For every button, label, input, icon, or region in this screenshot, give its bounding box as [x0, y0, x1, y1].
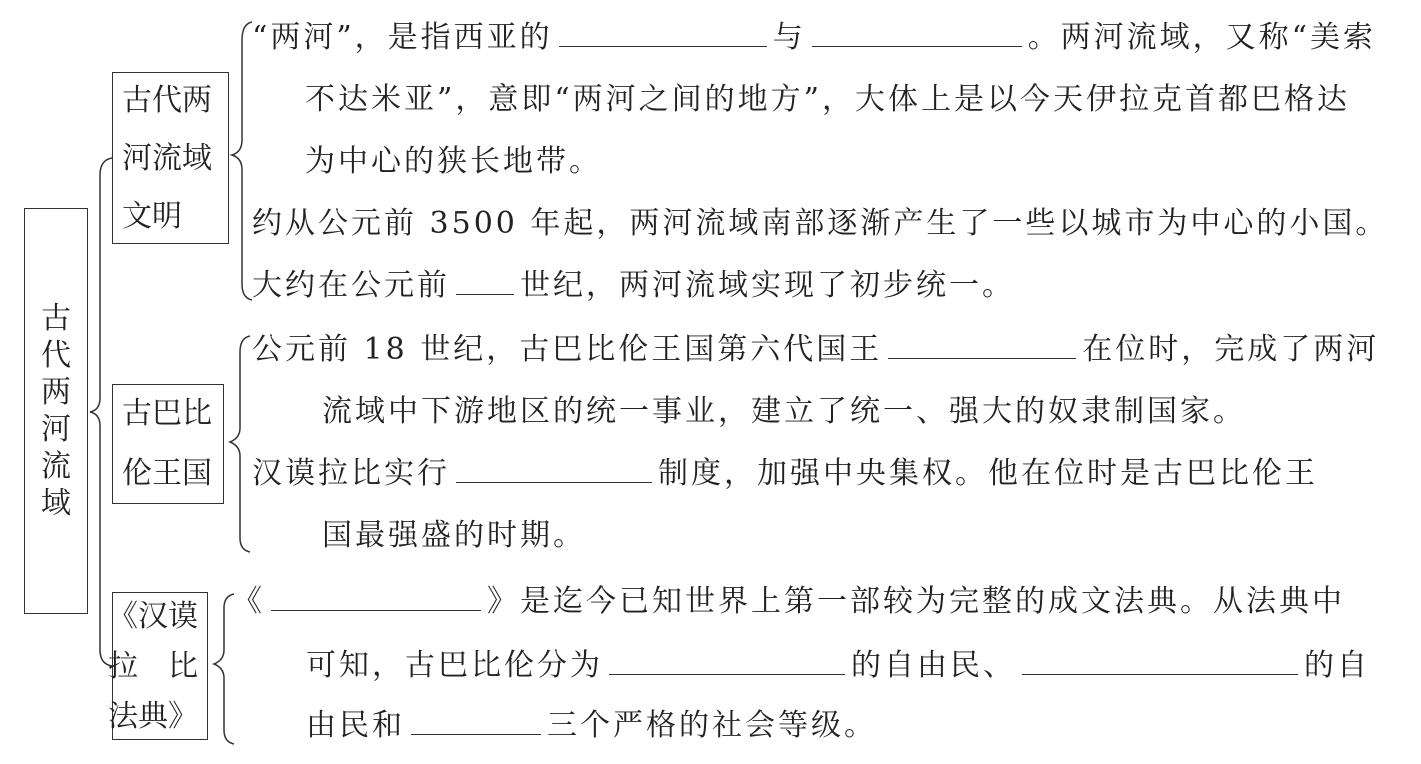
fill-blank[interactable]: [271, 582, 481, 611]
text-line: “两河”，是指西亚的 与 。两河流域，又称“美索: [252, 20, 1377, 55]
fill-blank[interactable]: [456, 266, 514, 295]
label-line: 文明: [122, 199, 182, 234]
label-line: 伦王国: [122, 456, 212, 491]
text-line: 由民和 三个严格的社会等级。: [306, 708, 877, 743]
section3-brace: [214, 594, 234, 744]
text-line: 流域中下游地区的统一事业，建立了统一、强大的奴隶制国家。: [322, 394, 1246, 429]
section-label-old-babylon: [112, 384, 224, 504]
label-line: 古代两: [122, 83, 212, 118]
text-line: 国最强盛的时期。: [322, 518, 586, 553]
text-line: 可知，古巴比伦分为 的自由民、 的自: [306, 648, 1370, 683]
text-line: 不达米亚”，意即“两河之间的地方”，大体上是以今天伊拉克首都巴格达: [305, 82, 1351, 117]
section-label-two-rivers-civilization: [112, 72, 229, 246]
fill-blank[interactable]: [559, 18, 767, 47]
label-line: 《汉谟: [108, 599, 198, 634]
label-line: 河流域: [122, 141, 212, 176]
text-line: 为中心的狭长地带。: [305, 144, 602, 179]
label-line: 拉 比: [108, 649, 198, 684]
root-title: [24, 300, 88, 522]
fill-blank[interactable]: [812, 18, 1022, 47]
section1-brace: [232, 22, 252, 300]
label-line: 古巴比: [122, 396, 212, 431]
section-label-code-of-hammurabi: [100, 592, 210, 742]
root-brace: [90, 158, 112, 666]
text-line: 大约在公元前 世纪，两河流域实现了初步统一。: [252, 268, 1015, 303]
text-line: 汉谟拉比实行 制度，加强中央集权。他在位时是古巴比伦王: [252, 456, 1318, 491]
label-line: 法典》: [108, 699, 198, 734]
root-title-chars: 古代两河流域: [41, 301, 71, 521]
fill-blank[interactable]: [888, 330, 1076, 359]
fill-blank[interactable]: [609, 646, 845, 675]
text-line: 约从公元前 3500 年起，两河流域南部逐渐产生了一些以城市为中心的小国。: [252, 206, 1389, 241]
fill-blank[interactable]: [456, 454, 652, 483]
fill-blank[interactable]: [1022, 646, 1298, 675]
fill-blank[interactable]: [411, 706, 541, 735]
text-line: 《 》是迄今已知世界上第一部较为完整的成文法典。从法典中: [232, 584, 1345, 619]
text-line: 公元前 18 世纪，古巴比伦王国第六代国王 在位时，完成了两河: [252, 332, 1380, 367]
section2-brace: [230, 336, 250, 552]
